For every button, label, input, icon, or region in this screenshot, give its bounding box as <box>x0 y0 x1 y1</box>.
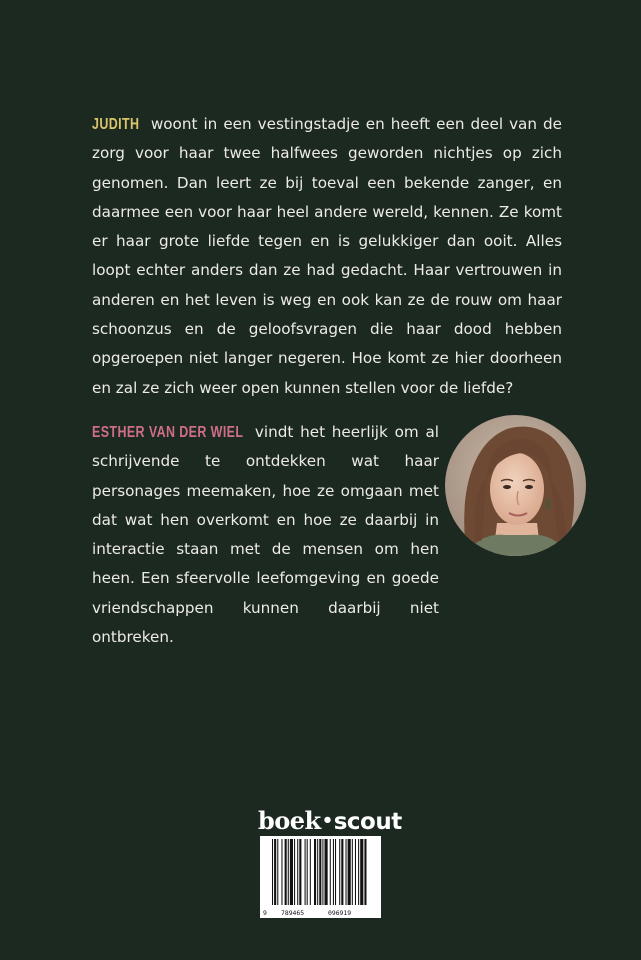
protagonist-name: JUDITH <box>92 116 140 133</box>
barcode-bar <box>314 839 316 905</box>
barcode-bar <box>330 839 331 905</box>
book-blurb <box>92 110 562 403</box>
barcode-bar <box>346 839 347 905</box>
barcode-bar <box>339 839 340 905</box>
barcode-bar <box>352 839 353 905</box>
barcode-bar <box>277 839 278 905</box>
barcode-bar <box>310 839 311 905</box>
barcode-bar <box>360 839 363 905</box>
barcode-bar <box>297 839 298 905</box>
barcode-bar <box>322 839 323 905</box>
publisher-logo-part-1: boek <box>258 806 321 835</box>
author-photo-image <box>445 415 586 556</box>
barcode-bar <box>333 839 334 905</box>
barcode-bar <box>358 839 359 905</box>
barcode-bar <box>325 839 328 905</box>
barcode-bar <box>305 839 306 905</box>
isbn-right-group: 096919 <box>328 909 352 917</box>
barcode-bar <box>317 839 318 905</box>
publisher-logo <box>258 806 402 835</box>
isbn-first-digit: 9 <box>263 909 267 917</box>
barcode-bar <box>274 839 276 905</box>
isbn-left-group: 789465 <box>281 909 305 917</box>
barcode-bars <box>260 836 381 908</box>
barcode-bar <box>285 839 287 905</box>
barcode-bar <box>335 839 336 905</box>
blurb-text: woont in een vestingstadje en heeft een deel van de zorg voor haar twee halfwees geworden nichtjes op zich genomen. Dan leert ze bij toeval een bekende zanger, en daarmee een voor haar heel andere wereld, kennen. Ze komt er haar grote liefde tegen en is gelukkiger dan ooit. Alles loopt echter anders dan ze had gedacht. Haar vertrouwen in anderen en het leven is weg en ook kan ze de rouw om haar schoonzus en de geloofsvragen die haar dood hebben opgeroepen niet langer negeren. Hoe komt ze hier doorheen en zal ze zich weer open kunnen stellen voor de liefde? <box>92 115 563 397</box>
barcode-bar <box>272 839 273 905</box>
author-bio-text: vindt het heerlijk om al schrijvende te ontdekken wat haar personages meemaken, hoe ze omgaan met dat wat hen overkomt en hoe ze daarbij in interactie staan met de mensen om hen heen. Een sfeervolle leefomgeving en goede vriendschappen kunnen daarbij niet ontbreken. <box>92 423 439 647</box>
barcode-bar <box>341 839 343 905</box>
barcode-bar <box>290 839 293 905</box>
barcode-bar <box>355 839 356 905</box>
barcode-bar <box>348 839 351 905</box>
author-portrait <box>445 415 586 556</box>
barcode-bar <box>364 839 366 905</box>
barcode-bar <box>294 839 295 905</box>
barcode-bar <box>281 839 282 905</box>
isbn-barcode <box>260 836 381 918</box>
barcode-bar <box>288 839 289 905</box>
author-bio <box>92 418 439 652</box>
barcode-bar <box>307 839 308 905</box>
barcode-bar <box>319 839 321 905</box>
publisher-logo-part-2: scout <box>333 809 402 835</box>
author-name: ESTHER VAN DER WIEL <box>92 424 244 441</box>
publisher-logo-dot: • <box>321 810 333 831</box>
barcode-bar <box>299 839 301 905</box>
